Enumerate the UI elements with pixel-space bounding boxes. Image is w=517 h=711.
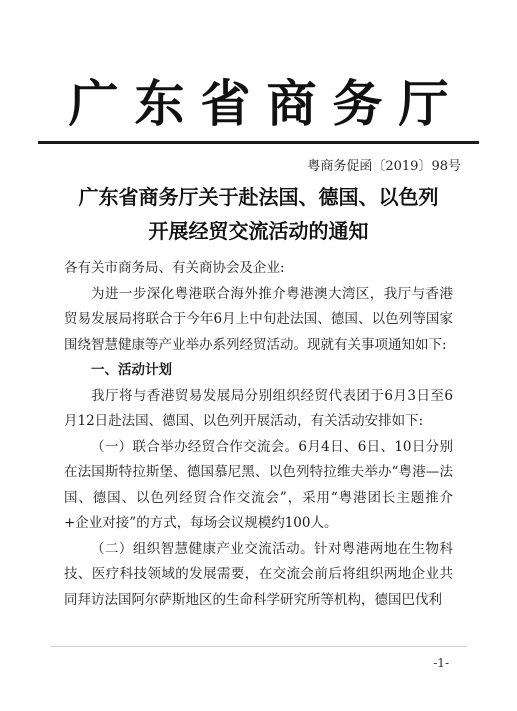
title-line-1: 广东省商务厅关于赴法国、德国、以色列: [78, 185, 439, 209]
agency-masthead: 广东省商务厅: [68, 74, 465, 133]
item-1-paragraph: （一）联合举办经贸合作交流会。6月4日、6日、10日分别在法国斯特拉斯堡、德国慕尼黑、以色列特拉维夫举办“粤港—法国、德国、以色列经贸合作交流会”，采用“粤港团长主题推介+企业对接”的方式，每场会议规模约100人。: [64, 438, 453, 531]
intro-paragraph: 为进一步深化粤港联合海外推介粤港澳大湾区，我厅与香港贸易发展局将联合于今年6月上中旬赴法国、德国、以色列等国家围绕智慧健康等产业举办系列经贸活动。现就有关事项通知如下:: [64, 285, 453, 353]
document-title: [0, 180, 517, 248]
salutation: 各有关市商务局、有关商协会及企业:: [64, 260, 285, 276]
masthead-rule: [38, 141, 479, 144]
title-line-2: 开展经贸交流活动的通知: [148, 219, 369, 243]
section-1-intro: 我厅将与香港贸易发展局分别组织经贸代表团于6月3日至6月12日赴法国、德国、以色列开展活动，有关活动安排如下:: [64, 387, 453, 429]
document-number: 粤商务促函〔2019〕98号: [307, 159, 461, 174]
section-heading-1: 一、活动计划: [91, 362, 172, 378]
page-number: -1-: [433, 656, 449, 670]
document-body: [64, 256, 453, 613]
item-2-paragraph: （二）组织智慧健康产业交流活动。针对粤港两地在生物科技、医疗科技领域的发展需要，在交流会前后将组织两地企业共同拜访法国阿尔萨斯地区的生命科学研究所等机构，德国巴伐利: [64, 540, 453, 608]
footer-rule: [50, 646, 467, 647]
